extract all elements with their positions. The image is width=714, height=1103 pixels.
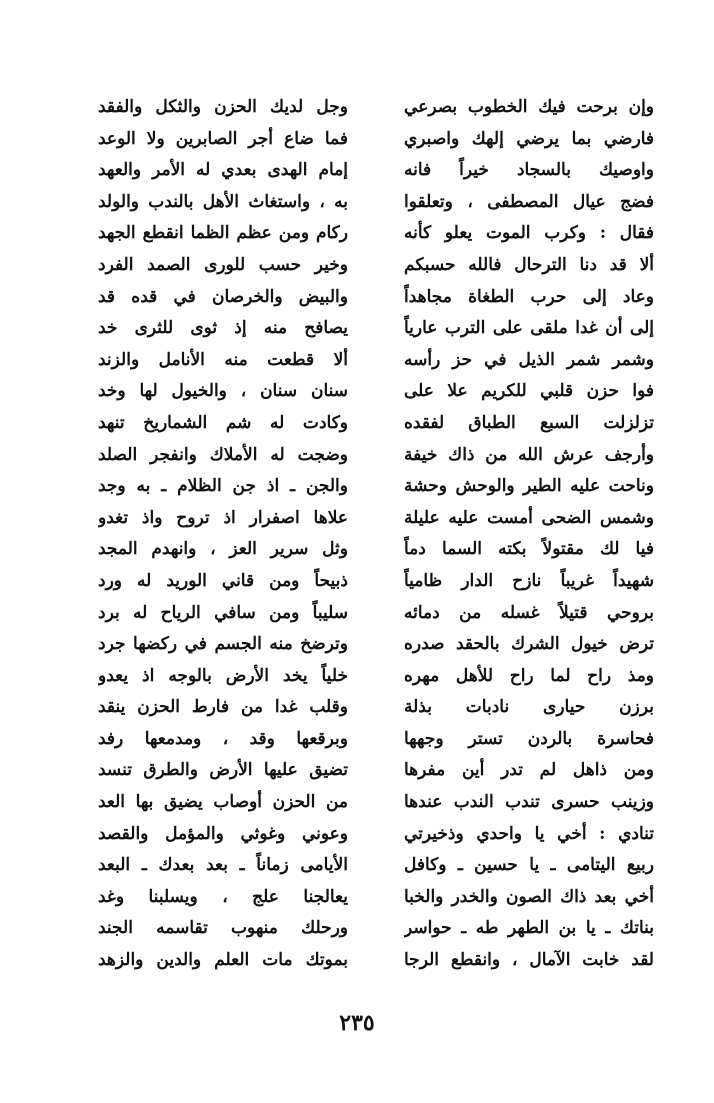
verse-line: بموتك مات العلم والدين والزهد bbox=[98, 950, 348, 971]
verse-line: لقد خابت الآمال ، وانقطع الرجا bbox=[404, 950, 654, 971]
verse-line: وشمس الضحى أمست عليه عليلة bbox=[404, 507, 654, 528]
verse-line: بروحي قتيلاً غسله من دمائه bbox=[404, 602, 654, 623]
verse-line: بناتك ـ يا بن الطهر طه ـ حواسر bbox=[404, 918, 654, 939]
verse-line: وناحت عليه الطير والوحش وحشة bbox=[404, 476, 654, 497]
verse-line: وزينب حسرى تندب الندب عندها bbox=[404, 792, 654, 813]
verse-line: أخي بعد ذاك الصون والخدر والخبا bbox=[404, 886, 654, 907]
verse-line: الأيامى زماناً ـ بعد بعدك ـ البعد bbox=[98, 855, 348, 876]
verse-line: تزلزلت السبع الطباق لفقده bbox=[404, 412, 654, 433]
verse-line: وعاد إلى حرب الطغاة مجاهداً bbox=[404, 286, 654, 307]
verse-line: يعالجنا علج ، ويسلبنا وغد bbox=[98, 886, 348, 907]
verse-line: خلياً يخد الأرض بالوجه اذ يعدو bbox=[98, 665, 348, 686]
verse-line: واوصيك بالسجاد خيراً فانه bbox=[404, 160, 654, 181]
verse-line: وبرقعها وقد ، ومدمعها رفد bbox=[98, 728, 348, 749]
verse-line: وقلب غدا من فارط الحزن ينقد bbox=[98, 697, 348, 718]
verse-line: علاها اصفرار اذ تروح واذ تغدو bbox=[98, 507, 348, 528]
verse-line: وشمر شمر الذيل في حز رأسه bbox=[404, 349, 654, 370]
verse-line: وترضخ منه الجسم في ركضها جرد bbox=[98, 634, 348, 655]
verse-line: تنادي : أخي يا واحدي وذخيرتي bbox=[404, 823, 654, 844]
verse-line: والجن ـ اذ جن الظلام ـ به وجد bbox=[98, 476, 348, 497]
verse-line: ورحلك منهوب تقاسمه الجند bbox=[98, 918, 348, 939]
verse-line: برزن حيارى نادبات بذلة bbox=[404, 697, 654, 718]
verse-line: فحاسرة بالردن تستر وجهها bbox=[404, 728, 654, 749]
verse-line: فما ضاع أجر الصابرين ولا الوعد bbox=[98, 128, 348, 149]
verse-line: من الحزن أوصاب يضيق بها العد bbox=[98, 792, 348, 813]
verse-line: شهيداً غريباً نازح الدار ظامياً bbox=[404, 570, 654, 591]
poem-column-right bbox=[404, 92, 654, 977]
poem-column-left bbox=[98, 92, 348, 977]
verse-line: والبيض والخرصان في قده قد bbox=[98, 286, 348, 307]
verse-line: وثل سرير العز ، وانهدم المجد bbox=[98, 539, 348, 560]
page-number: ٢٣٥ bbox=[339, 1010, 375, 1036]
verse-line: وجل لديك الحزن والثكل والفقد bbox=[98, 97, 348, 117]
verse-line: ومن ذاهل لم تدر أين مفرها bbox=[404, 760, 654, 781]
verse-line: يصافح منه إذ ثوى للثرى خد bbox=[98, 318, 348, 339]
verse-line: ومذ راح لما راح للأهل مهره bbox=[404, 665, 654, 686]
verse-line: إلى أن غدا ملقى على الترب عارياً bbox=[404, 318, 654, 339]
verse-line: وإن برحت فيك الخطوب بصرعي bbox=[404, 97, 654, 117]
verse-line: ركام ومن عظم الظما انقطع الجهد bbox=[98, 223, 348, 244]
verse-line: ترض خيول الشرك بالحقد صدره bbox=[404, 634, 654, 655]
verse-line: فوا حزن قلبي للكريم علا على bbox=[404, 381, 654, 402]
verse-line: ربيع اليتامى ـ يا حسين ـ وكافل bbox=[404, 855, 654, 876]
verse-line: فضج عيال المصطفى ، وتعلقوا bbox=[404, 191, 654, 212]
verse-line: وخير حسب للورى الصمد الفرد bbox=[98, 254, 348, 275]
verse-line: فيا لك مقتولاً بكته السما دماً bbox=[404, 539, 654, 560]
verse-line: وعوني وغوثي والمؤمل والقصد bbox=[98, 823, 348, 844]
verse-line: به ، واستغاث الأهل بالندب والولد bbox=[98, 191, 348, 212]
verse-line: وضجت له الأملاك وانفجر الصلد bbox=[98, 444, 348, 465]
verse-line: فارضي بما يرضي إلهك واصبري bbox=[404, 128, 654, 149]
verse-line: سليباً ومن سافي الرياح له برد bbox=[98, 602, 348, 623]
verse-line: إمام الهدى بعدي له الأمر والعهد bbox=[98, 160, 348, 181]
verse-line: تضيق عليها الأرض والطرق تنسد bbox=[98, 760, 348, 781]
verse-line: ألا قد دنا الترحال فالله حسبكم bbox=[404, 254, 654, 275]
verse-line: سنان سنان ، والخيول لها وخد bbox=[98, 381, 348, 402]
verse-line: فقال : وكرب الموت يعلو كأنه bbox=[404, 223, 654, 244]
verse-line: وكادت له شم الشماريخ تنهد bbox=[98, 412, 348, 433]
verse-line: ألا قطعت منه الأنامل والزند bbox=[98, 349, 348, 370]
verse-line: وأرجف عرش الله من ذاك خيفة bbox=[404, 444, 654, 465]
verse-line: ذبيحاً ومن قاني الوريد له ورد bbox=[98, 570, 348, 591]
